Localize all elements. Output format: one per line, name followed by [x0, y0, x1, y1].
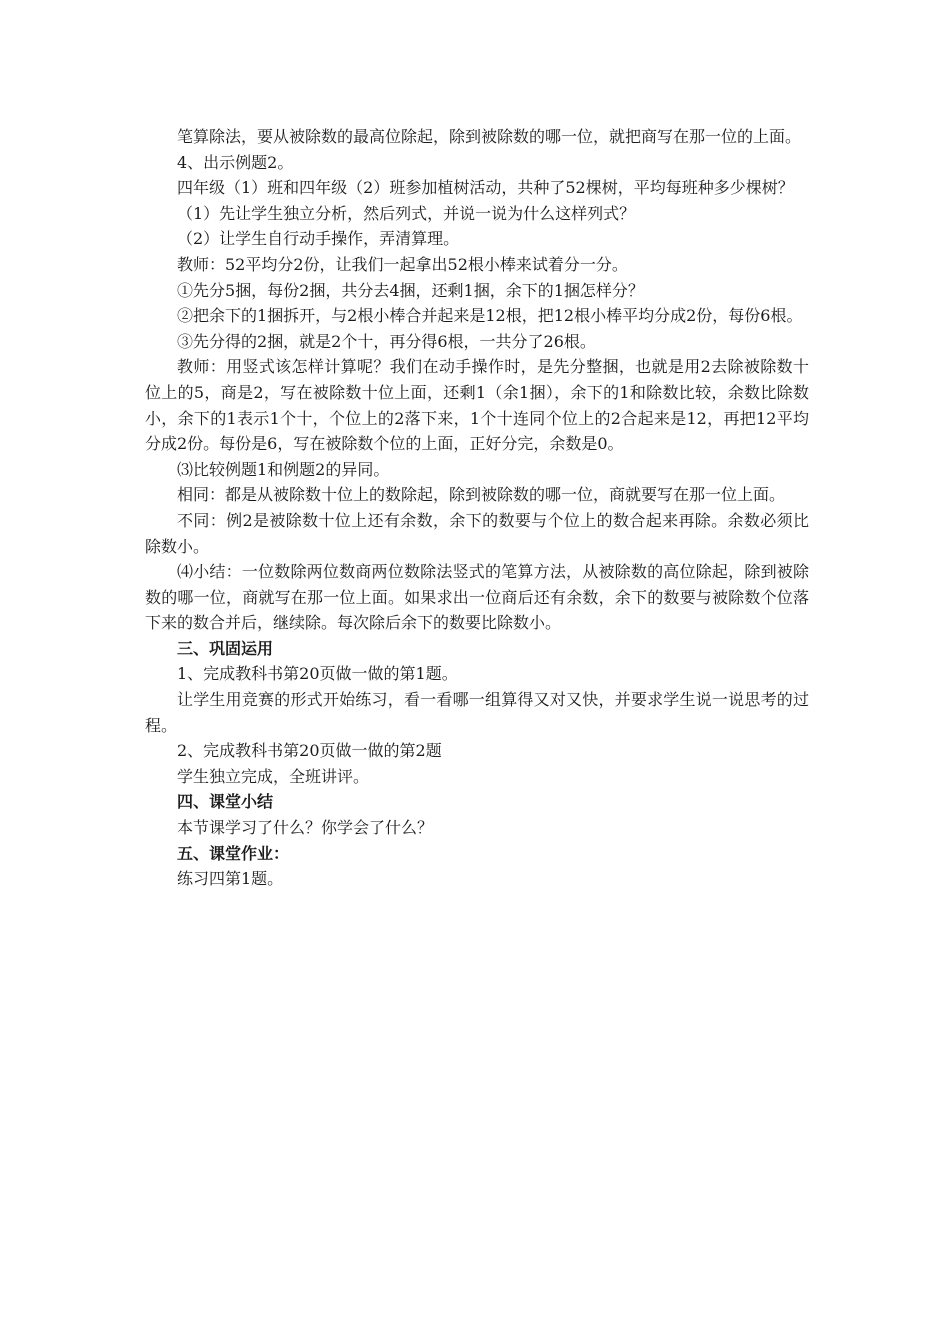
- paragraph: （2）让学生自行动手操作，弄清算理。: [177, 229, 460, 249]
- paragraph: ③先分得的2捆，就是2个十，再分得6根，一共分了26根。: [177, 331, 596, 351]
- paragraph: 相同：都是从被除数十位上的数除起，除到被除数的哪一位，商就要写在那一位上面。: [177, 485, 786, 505]
- paragraph: ⑶比较例题1和例题2的异同。: [177, 459, 390, 479]
- paragraph: 本节课学习了什么？你学会了什么？: [177, 818, 434, 838]
- section-heading: 五、课堂作业：: [177, 843, 290, 863]
- paragraph: 让学生用竞赛的形式开始练习，看一看哪一组算得又对又快，并要求学生说一说思考的过程。: [145, 690, 809, 735]
- paragraph: （1）先让学生独立分析，然后列式，并说一说为什么这样列式？: [177, 203, 636, 223]
- paragraph: 4、出示例题2。: [177, 152, 294, 172]
- paragraph: 2、完成教科书第20页做一做的第2题: [177, 741, 442, 761]
- paragraph: ②把余下的1捆拆开，与2根小棒合并起来是12根，把12根小棒平均分成2份，每份6根。: [177, 306, 803, 326]
- paragraph: 教师：52平均分2份，让我们一起拿出52根小棒来试着分一分。: [177, 254, 628, 274]
- paragraph: ⑷小结：一位数除两位数商两位数除法竖式的笔算方法，从被除数的高位除起，除到被除数的哪一位，商就写在那一位上面。如果求出一位商后还有余数，余下的数要与被除数个位落下来的数合并后，继续除。每次除后余下的数要比除数小。: [145, 562, 809, 633]
- section-heading: 三、巩固运用: [177, 638, 274, 658]
- paragraph: 练习四第1题。: [177, 869, 284, 889]
- paragraph: ①先分5捆，每份2捆，共分去4捆，还剩1捆，余下的1捆怎样分？: [177, 280, 644, 300]
- section-heading: 四、课堂小结: [177, 792, 274, 812]
- paragraph: 笔算除法，要从被除数的最高位除起，除到被除数的哪一位，就把商写在那一位的上面。: [177, 127, 802, 146]
- paragraph: 1、完成教科书第20页做一做的第1题。: [177, 664, 458, 684]
- paragraph: 学生独立完成，全班讲评。: [177, 766, 370, 786]
- document-page: [145, 124, 809, 892]
- paragraph: 不同：例2是被除数十位上还有余数，余下的数要与个位上的数合起来再除。余数必须比除数小。: [145, 510, 809, 556]
- paragraph: 四年级（1）班和四年级（2）班参加植树活动，共种了52棵树，平均每班种多少棵树？: [177, 178, 794, 198]
- paragraph: 教师：用竖式该怎样计算呢？我们在动手操作时，是先分整捆，也就是用2去除被除数十位上的5，商是2，写在被除数十位上面，还剩1（余1捆），余下的1和除数比较，余数比除数小，余下的1表示1个十，个位上的2落下来，1个十连同个位上的2合起来是12，再把12平均分成2份。每份是6，写在被除数个位的上面，正好分完，余数是0。: [145, 357, 809, 454]
